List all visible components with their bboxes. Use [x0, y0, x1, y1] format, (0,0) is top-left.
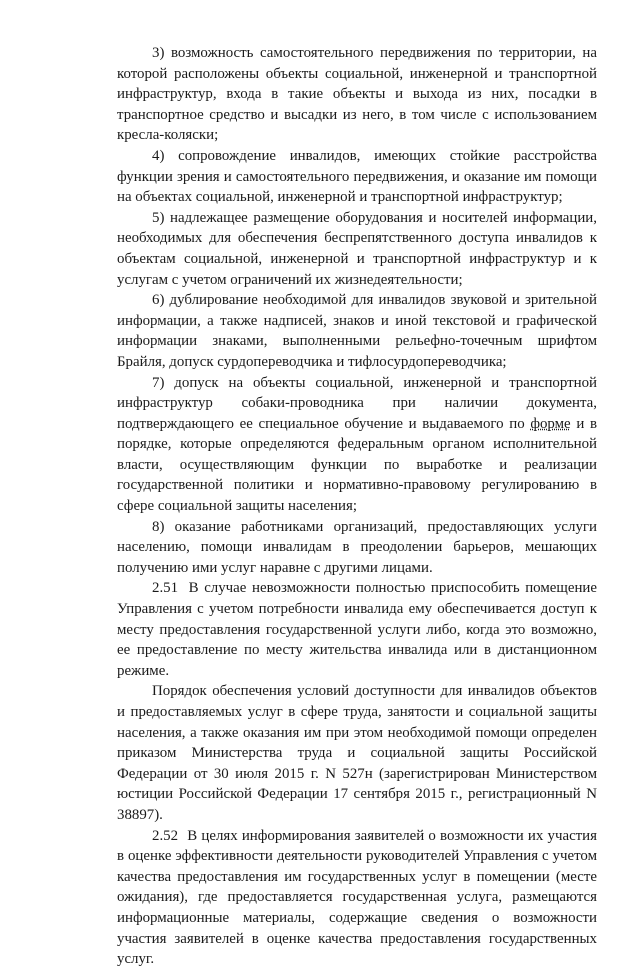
paragraph-text: 3) возможность самостоятельного передвижения по территории, на которой расположены объекты социальной, инженерной и транспортной инфраструктур, входа в такие объекты и выхода из них, посадки в транспортное средство и высадки из него, в том числе с использованием кресла-коляски; — [117, 45, 597, 144]
section-number: 2.51 — [152, 580, 179, 597]
paragraph-item-3 — [117, 43, 597, 146]
paragraph-text: 8) оказание работниками организаций, предоставляющих услуги населению, помощи инвалидам в преодолении барьеров, мешающих получению ими услуг наравне с другими лицами. — [117, 518, 597, 576]
paragraph-accessibility-order — [117, 681, 597, 825]
section-2-51 — [117, 578, 597, 681]
paragraph-item-4 — [117, 146, 597, 208]
paragraph-text: В целях информирования заявителей о возможности их участия в оценке эффективности деятельности руководителей Управления с учетом качества предоставления им государственных услуг в помещении (месте ожидания), где предоставляется государственная услуга, размещаются информационные материалы, содержащие сведения о возможности участия заявителей в оценке качества предоставления государственных услуг. — [117, 827, 597, 968]
section-2-52 — [117, 826, 597, 970]
form-link[interactable]: форме — [530, 415, 571, 432]
paragraph-text: 6) дублирование необходимой для инвалидов звуковой и зрительной информации, а также надписей, знаков и иной текстовой и графической информации знаками, выполненными рельефно-точечным шрифтом Брайля, допуск сурдопереводчика и тифлосурдопереводчика; — [117, 292, 597, 370]
paragraph-text: 4) сопровождение инвалидов, имеющих стойкие расстройства функции зрения и самостоятельного передвижения, и оказание им помощи на объектах социальной, инженерной и транспортной инфраструктур; — [117, 147, 597, 206]
paragraph-text: В случае невозможности полностью приспособить помещение Управления с учетом потребности инвалида ему обеспечивается доступ к месту предоставления государственной услуги либо, когда это возможно, ее предоставление по месту жительства инвалида или в дистанционном режиме. — [117, 580, 597, 679]
paragraph-item-7 — [117, 373, 597, 517]
section-number: 2.52 — [152, 827, 179, 844]
paragraph-item-6 — [117, 290, 597, 372]
paragraph-text: Порядок обеспечения условий доступности для инвалидов объектов и предоставляемых услуг в сфере труда, занятости и социальной защиты населения, а также оказания им при этом необходимой помощи определен приказом Министерства труда и социальной защиты Российской Федерации от 30 июля 2015 г. N 527н (зарегистрирован Министерством юстиции Российской Федерации 17 сентября 2015 г., регистрационный N 38897). — [117, 683, 597, 823]
document-body — [117, 43, 597, 970]
paragraph-text-after-link: и в порядке, которые определяются федеральным органом исполнительной власти, осуществляющим функции по выработке и реализации государственной политики и нормативно-правовому регулированию в сфере социальной защиты населения; — [117, 415, 597, 515]
paragraph-text-before-link: 7) допуск на объекты социальной, инженерной и транспортной инфраструктур собаки-проводника при наличии документа, подтверждающего ее специальное обучение и выдаваемого по — [117, 374, 597, 432]
paragraph-text: 5) надлежащее размещение оборудования и носителей информации, необходимых для обеспечения беспрепятственного доступа инвалидов к объектам социальной, инженерной и транспортной инфраструктур и к услугам с учетом ограничений их жизнедеятельности; — [117, 209, 597, 288]
paragraph-item-5 — [117, 208, 597, 290]
paragraph-item-8 — [117, 517, 597, 579]
